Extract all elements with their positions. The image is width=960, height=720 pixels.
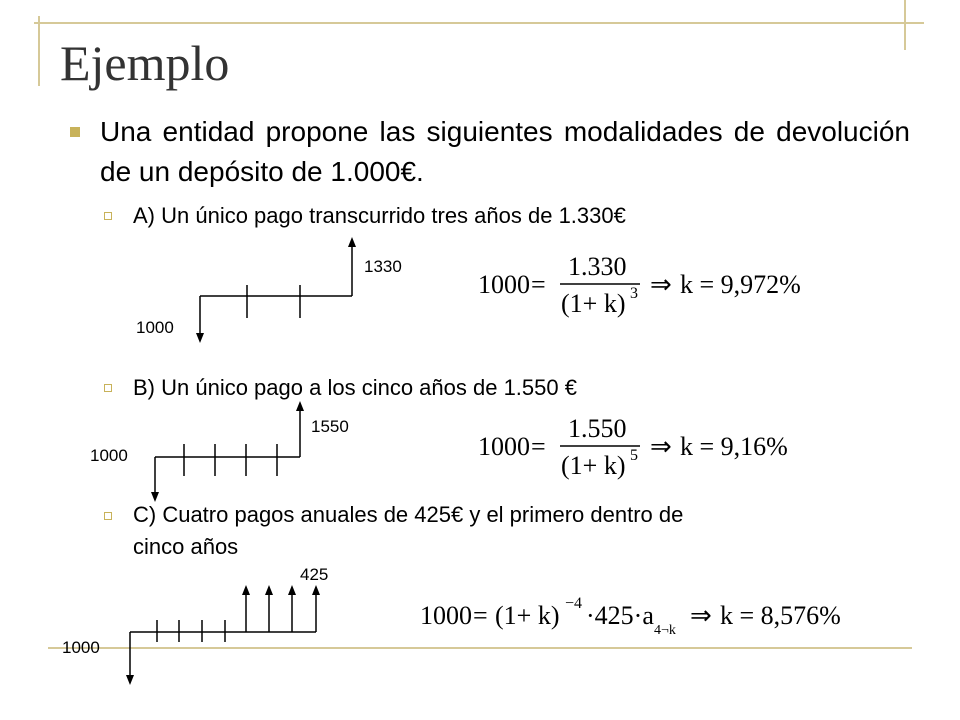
slide-title: Ejemplo [60,35,230,91]
timeline-b [155,406,300,497]
formula-c-exponent: −4 [565,595,583,612]
option-b-bottom-label: 1000 [90,446,128,465]
formula-a-denominator: (1+ k) [561,289,626,318]
timeline-a [200,242,352,338]
formula-b-lhs: 1000 [478,432,530,461]
option-b-top-label: 1550 [311,417,349,436]
option-c-top-label: 425 [300,565,329,584]
formula-c-result: k = 8,576% [720,601,841,630]
formula-a-lhs: 1000 [478,270,530,299]
option-a-top-label: 1330 [364,257,402,276]
option-c-bottom-label: 1000 [62,638,100,657]
formula-c-base: (1+ k) [495,601,560,630]
formula-b-equals: = [531,432,546,461]
formula-b-exponent: 5 [630,447,638,464]
option-b-text: B) Un único pago a los cinco años de 1.550 € [133,375,577,400]
timeline-c [130,590,316,680]
formula-b-result: k = 9,16% [680,432,788,461]
formula-c-subscript: 4¬k [654,623,676,638]
formula-c [420,595,841,638]
formula-b-implies: ⇒ [650,432,672,461]
option-c-text-line2: cinco años [133,534,239,559]
option-a-text: A) Un único pago transcurrido tres años de 1.330€ [133,203,626,228]
formula-b-denominator: (1+ k) [561,451,626,480]
main-bullet-text: Una entidad propone las siguientes modalidades de devolución de un depósito de 1.000€. [100,116,910,187]
formula-a [478,252,801,318]
formula-c-implies: ⇒ [690,601,712,630]
formula-b-numerator: 1.550 [568,414,627,443]
option-a-bottom-label: 1000 [136,318,174,337]
formula-a-exponent: 3 [630,285,638,302]
option-c-text-line1: C) Cuatro pagos anuales de 425€ y el primero dentro de [133,502,684,527]
formula-a-implies: ⇒ [650,270,672,299]
formula-a-equals: = [531,270,546,299]
formula-c-lhs: 1000 [420,601,472,630]
formula-c-middle: ·425·a [586,601,654,630]
formula-a-numerator: 1.330 [568,252,627,281]
formula-a-result: k = 9,972% [680,270,801,299]
formula-c-equals: = [473,601,488,630]
formula-b [478,414,788,480]
